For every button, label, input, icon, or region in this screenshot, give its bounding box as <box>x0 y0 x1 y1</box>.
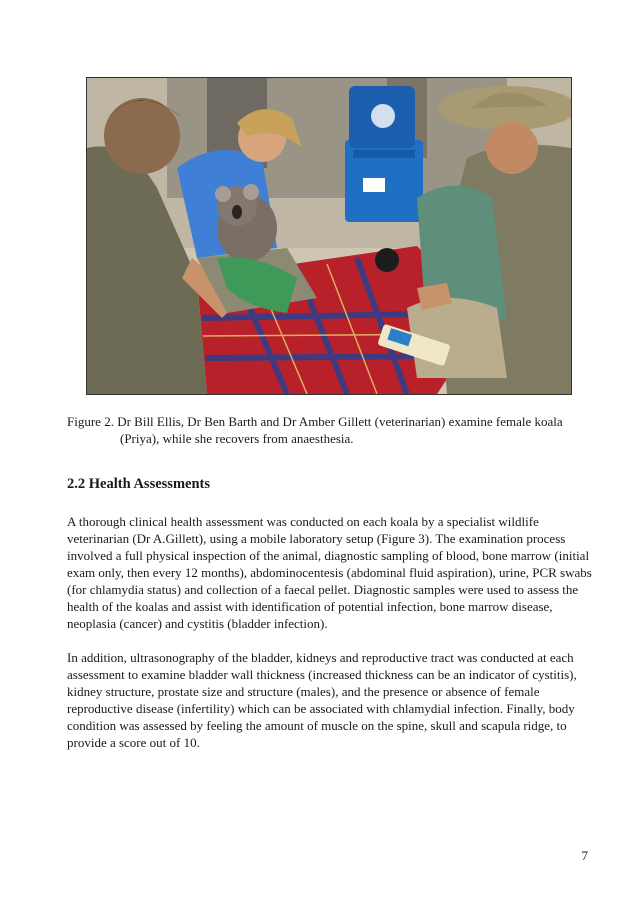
figure-caption <box>67 413 587 447</box>
caption-line-1: Figure 2. Dr Bill Ellis, Dr Ben Barth and Dr Amber Gillett (veterinarian) examine female koala <box>67 414 563 429</box>
page-number: 7 <box>581 848 588 863</box>
figure-photo <box>86 77 572 395</box>
body-paragraph-2: In addition, ultrasonography of the bladder, kidneys and reproductive tract was conducted at each assessment to examine bladder wall thickness (increased thickness can be an indicator of cystitis), kidney structure, prostate size and structure (males), and the presence or absence of female reproductive disease (infertility) which can be associated with chlamydial infection. Finally, body condition was assessed by feeling the amount of muscle on the spine, skull and scapula ridge, to provide a score out of 10. <box>67 650 577 750</box>
section-heading: 2.2 Health Assessments <box>67 476 210 492</box>
body-paragraph-1: A thorough clinical health assessment was conducted on each koala by a specialist wildlife veterinarian (Dr A.Gillett), using a mobile laboratory setup (Figure 3). The examination process involved a full physical inspection of the animal, diagnostic sampling of blood, bone marrow (initial exam only, then every 12 months), abdominocentesis (abdominal fluid aspiration), urine, PCR swabs (for chlamydia status) and collection of a faecal pellet. Diagnostic samples were used to assess the health of the koalas and assist with identification of potential infection, bone marrow disease, neoplasia (cancer) and cystitis (bladder infection). <box>67 514 592 631</box>
caption-line-2: (Priya), while she recovers from anaesthesia. <box>120 431 354 446</box>
